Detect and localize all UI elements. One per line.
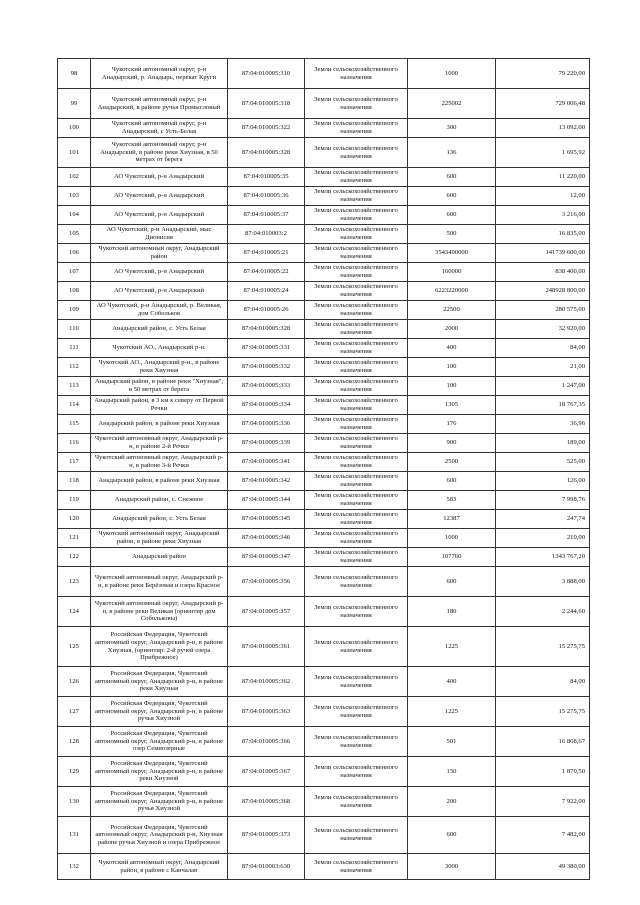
row-number-cell: 130 [58,787,91,817]
cadastral-number-cell: 87:04:010005:37 [228,206,305,225]
area-cell: 400 [408,667,496,697]
cadastral-number-cell: 87:04:010005:26 [228,301,305,320]
area-cell: 176 [408,415,496,434]
land-category-cell: Земли сельскохозяйственного назначения [305,320,408,339]
table-row [58,263,590,282]
row-number-cell: 107 [58,263,91,282]
cadastral-number-cell: 87:04:010005:331 [228,339,305,358]
address-cell: АО Чукотский, р-н Анадырский [91,168,228,187]
cadastral-number-cell: 87:04:010005:332 [228,358,305,377]
row-number-cell: 127 [58,697,91,727]
table-row [58,282,590,301]
area-cell: 501 [408,727,496,757]
row-number-cell: 105 [58,225,91,244]
area-cell: 180 [408,597,496,627]
land-category-cell: Земли сельскохозяйственного назначения [305,667,408,697]
cadastral-number-cell: 87:04:010005:344 [228,491,305,510]
cadastral-number-cell: 87:04:010005:35 [228,168,305,187]
address-cell: Российская Федерация, Чукотский автономный округ, Анадырский р-н, в районе ручья Хиузной [91,787,228,817]
address-cell: Чукотский автономный округ, Анадырский район [91,244,228,263]
area-cell: 1305 [408,396,496,415]
row-number-cell: 120 [58,510,91,529]
row-number-cell: 119 [58,491,91,510]
land-category-cell: Земли сельскохозяйственного назначения [305,59,408,89]
row-number-cell: 116 [58,434,91,453]
table-row [58,510,590,529]
cadastral-value-cell: 79 220,00 [496,59,590,89]
row-number-cell: 132 [58,854,91,880]
cadastral-value-cell: 16 868,67 [496,727,590,757]
cadastral-number-cell: 87:04:010005:24 [228,282,305,301]
row-number-cell: 103 [58,187,91,206]
area-cell: 12387 [408,510,496,529]
table-row [58,597,590,627]
area-cell: 107760 [408,548,496,567]
address-cell: Чукотский автономный округ, Анадырский р-н, в районе реки Великая (ориентир дом Собольковы) [91,597,228,627]
table-row [58,548,590,567]
cadastral-value-cell: 15 275,75 [496,627,590,667]
cadastral-value-cell: 3 888,00 [496,567,590,597]
address-cell: Чукотский автономный округ, р-н Анадырский, с Усть-Белая [91,119,228,138]
cadastral-value-cell: 32 920,00 [496,320,590,339]
cadastral-value-cell: 3 216,00 [496,206,590,225]
area-cell: 600 [408,206,496,225]
row-number-cell: 99 [58,89,91,119]
address-cell: Анадырский район, с. Снежное [91,491,228,510]
area-cell: 100 [408,358,496,377]
address-cell: Чукотский АО., Анадырский р-н. [91,339,228,358]
table-row [58,339,590,358]
cadastral-number-cell: 87:04:010003:630 [228,854,305,880]
cadastral-value-cell: 84,00 [496,339,590,358]
address-cell: АО Чукотский, р-н Анадырский, мыс Дионисия [91,225,228,244]
land-category-cell: Земли сельскохозяйственного назначения [305,282,408,301]
cadastral-value-cell: 1 247,00 [496,377,590,396]
cadastral-value-cell: 2 244,60 [496,597,590,627]
row-number-cell: 111 [58,339,91,358]
land-category-cell: Земли сельскохозяйственного назначения [305,817,408,854]
address-cell: Анадырский район, с. Усть Белая [91,320,228,339]
cadastral-number-cell: 87:04:010005:346 [228,529,305,548]
cadastral-number-cell: 87:04:010005:322 [228,119,305,138]
cadastral-value-cell: 1 870,50 [496,757,590,787]
table-row [58,667,590,697]
cadastral-value-cell: 247,74 [496,510,590,529]
address-cell: Чукотский АО., Анадырский р-н., в районе реки Хиузная [91,358,228,377]
area-cell: 136 [408,138,496,168]
area-cell: 1000 [408,59,496,89]
address-cell: Анадырский район, в 3 км к северу от Первой Речки [91,396,228,415]
land-category-cell: Земли сельскохозяйственного назначения [305,138,408,168]
cadastral-value-cell: 141739 600,00 [496,244,590,263]
area-cell: 100 [408,377,496,396]
cadastral-number-cell: 87:04:010005:339 [228,434,305,453]
address-cell: Анадырский район, в районе реки "Хиузная", в 50 метрах от берега [91,377,228,396]
land-category-cell: Земли сельскохозяйственного назначения [305,453,408,472]
land-category-cell: Земли сельскохозяйственного назначения [305,597,408,627]
land-category-cell: Земли сельскохозяйственного назначения [305,787,408,817]
cadastral-value-cell: 12,00 [496,187,590,206]
area-cell: 500 [408,225,496,244]
area-cell: 200 [408,787,496,817]
address-cell: Российская Федерация, Чукотский автономный округ, Анадырский р-н, в районе Хиузная, (ориентир: 2-й ручей озера Прибрежное) [91,627,228,667]
cadastral-number-cell: 87:04:010005:367 [228,757,305,787]
cadastral-value-cell: 15 275,75 [496,697,590,727]
area-cell: 3543490000 [408,244,496,263]
land-category-cell: Земли сельскохозяйственного назначения [305,415,408,434]
table-row [58,119,590,138]
table-body [58,59,590,880]
row-number-cell: 128 [58,727,91,757]
cadastral-number-cell: 87:04:010005:362 [228,667,305,697]
cadastral-value-cell: 1 695,92 [496,138,590,168]
row-number-cell: 131 [58,817,91,854]
table-row [58,472,590,491]
area-cell: 6223220000 [408,282,496,301]
land-category-cell: Земли сельскохозяйственного назначения [305,529,408,548]
row-number-cell: 126 [58,667,91,697]
cadastral-value-cell: 729 006,48 [496,89,590,119]
address-cell: Чукотский автономный округ, Анадырский район, в районе с Канчалан [91,854,228,880]
cadastral-number-cell: 87:04:010005:342 [228,472,305,491]
row-number-cell: 102 [58,168,91,187]
land-category-cell: Земли сельскохозяйственного назначения [305,727,408,757]
address-cell: Российская Федерация, Чукотский автономный округ, Анадырский р-н, в районе ручья Хиузной [91,697,228,727]
land-category-cell: Земли сельскохозяйственного назначения [305,377,408,396]
land-category-cell: Земли сельскохозяйственного назначения [305,119,408,138]
area-cell: 1000 [408,529,496,548]
row-number-cell: 121 [58,529,91,548]
table-row [58,59,590,89]
cadastral-number-cell: 87:04:010005:36 [228,187,305,206]
area-cell: 600 [408,168,496,187]
table-row [58,301,590,320]
row-number-cell: 124 [58,597,91,627]
cadastral-value-cell: 1343 767,20 [496,548,590,567]
land-category-cell: Земли сельскохозяйственного назначения [305,434,408,453]
table-row [58,697,590,727]
table-row [58,434,590,453]
row-number-cell: 115 [58,415,91,434]
cadastral-number-cell: 87:04:010005:22 [228,263,305,282]
cadastral-number-cell: 87:04:010005:373 [228,817,305,854]
row-number-cell: 125 [58,627,91,667]
area-cell: 2500 [408,453,496,472]
area-cell: 300 [408,119,496,138]
cadastral-number-cell: 87:04:010005:363 [228,697,305,727]
cadastral-value-cell: 7 998,76 [496,491,590,510]
land-category-cell: Земли сельскохозяйственного назначения [305,510,408,529]
cadastral-number-cell: 87:04:010005:361 [228,627,305,667]
row-number-cell: 106 [58,244,91,263]
cadastral-value-cell: 16 835,00 [496,225,590,244]
cadastral-number-cell: 87:04:010005:341 [228,453,305,472]
row-number-cell: 108 [58,282,91,301]
table-row [58,529,590,548]
land-category-cell: Земли сельскохозяйственного назначения [305,697,408,727]
cadastral-value-cell: 84,00 [496,667,590,697]
address-cell: Российская Федерация, Чукотский автономный округ, Анадырский р-н, Хиузная районе ручья Хиузной и озера Прибрежное [91,817,228,854]
cadastral-number-cell: 87:04:010005:347 [228,548,305,567]
address-cell: АО Чукотский, р-н Анадырский [91,263,228,282]
address-cell: Российская Федерация, Чукотский автономный округ, Анадырский р-н, в районе озер Семиозерные [91,727,228,757]
cadastral-value-cell: 189,00 [496,434,590,453]
row-number-cell: 100 [58,119,91,138]
address-cell: Российская Федерация, Чукотский автономный округ, Анадырский р-н, в районе реки Хиузной [91,757,228,787]
cadastral-number-cell: 87:04:010005:366 [228,727,305,757]
cadastral-value-cell: 525,00 [496,453,590,472]
cadastral-value-cell: 21,00 [496,358,590,377]
table-row [58,320,590,339]
cadastral-number-cell: 87:04:010005:357 [228,597,305,627]
area-cell: 583 [408,491,496,510]
cadastral-value-cell: 210,00 [496,529,590,548]
table-row [58,567,590,597]
area-cell: 400 [408,339,496,358]
cadastral-value-cell: 49 380,00 [496,854,590,880]
row-number-cell: 101 [58,138,91,168]
address-cell: Анадырский район, с. Усть Белая [91,510,228,529]
cadastral-value-cell: 7 482,00 [496,817,590,854]
address-cell: Чукотский автономный округ, р-н Анадырский, в районе реки Хиузная, в 50 метрах от берега [91,138,228,168]
cadastral-number-cell: 87:04:010005:334 [228,396,305,415]
address-cell: Чукотский автономный округ, р-н Анадырский, в районе ручья Промысловый [91,89,228,119]
cadastral-number-cell: 87:04:010005:336 [228,415,305,434]
row-number-cell: 118 [58,472,91,491]
land-category-cell: Земли сельскохозяйственного назначения [305,244,408,263]
area-cell: 2000 [408,320,496,339]
land-category-cell: Земли сельскохозяйственного назначения [305,472,408,491]
table-row [58,415,590,434]
cadastral-number-cell: 87:04:010005:21 [228,244,305,263]
row-number-cell: 112 [58,358,91,377]
cadastral-number-cell: 87:04:010005:328 [228,320,305,339]
cadastral-number-cell: 87:04:010005:356 [228,567,305,597]
land-category-cell: Земли сельскохозяйственного назначения [305,396,408,415]
land-category-cell: Земли сельскохозяйственного назначения [305,89,408,119]
area-cell: 160000 [408,263,496,282]
area-cell: 600 [408,567,496,597]
area-cell: 150 [408,757,496,787]
row-number-cell: 109 [58,301,91,320]
row-number-cell: 113 [58,377,91,396]
row-number-cell: 104 [58,206,91,225]
cadastral-value-cell: 280 575,00 [496,301,590,320]
table-row [58,757,590,787]
cadastral-value-cell: 11 220,00 [496,168,590,187]
table-row [58,787,590,817]
address-cell: Анадырский район [91,548,228,567]
land-category-cell: Земли сельскохозяйственного назначения [305,206,408,225]
table-row [58,854,590,880]
address-cell: Чукотский автономный округ, Анадырский р-н, в районе 3-й Речки [91,453,228,472]
row-number-cell: 129 [58,757,91,787]
cadastral-number-cell: 87:04:010005:310 [228,59,305,89]
row-number-cell: 122 [58,548,91,567]
address-cell: АО Чукотский, р-н Анадырский [91,282,228,301]
row-number-cell: 114 [58,396,91,415]
table-row [58,358,590,377]
land-category-cell: Земли сельскохозяйственного назначения [305,854,408,880]
cadastral-number-cell: 87:04:010003:2 [228,225,305,244]
land-category-cell: Земли сельскохозяйственного назначения [305,567,408,597]
address-cell: АО Чукотский, р-н Анадырский [91,206,228,225]
cadastral-number-cell: 87:04:010005:345 [228,510,305,529]
address-cell: Российская Федерация, Чукотский автономный округ, Анадырский р-н, в районе реки Хиузная [91,667,228,697]
table-row [58,491,590,510]
address-cell: Чукотский автономный округ, Анадырский р-н, в районе 2-й Речки [91,434,228,453]
table-row [58,168,590,187]
area-cell: 600 [408,187,496,206]
address-cell: АО Чукотский, р-н Анадырский, р. Великая, дом Собольков [91,301,228,320]
area-cell: 225002 [408,89,496,119]
address-cell: Чукотский автономный округ, р-н Анадырский, р. Анадырь, перекат Круги [91,59,228,89]
table-row [58,727,590,757]
land-category-cell: Земли сельскохозяйственного назначения [305,263,408,282]
land-category-cell: Земли сельскохозяйственного назначения [305,168,408,187]
cadastral-value-cell: 126,00 [496,472,590,491]
table-row [58,627,590,667]
table-row [58,396,590,415]
table-row [58,817,590,854]
land-plots-table [57,58,590,880]
area-cell: 600 [408,817,496,854]
land-category-cell: Земли сельскохозяйственного назначения [305,358,408,377]
address-cell: Анадырский район, в районе реки Хиузная [91,415,228,434]
address-cell: АО Чукотский, р-н Анадырский [91,187,228,206]
land-category-cell: Земли сельскохозяйственного назначения [305,339,408,358]
cadastral-value-cell: 36,96 [496,415,590,434]
table-row [58,187,590,206]
table-row [58,453,590,472]
area-cell: 1225 [408,697,496,727]
table-row [58,225,590,244]
area-cell: 1225 [408,627,496,667]
cadastral-number-cell: 87:04:010005:318 [228,89,305,119]
land-category-cell: Земли сельскохозяйственного назначения [305,757,408,787]
land-category-cell: Земли сельскохозяйственного назначения [305,548,408,567]
cadastral-number-cell: 87:04:010005:333 [228,377,305,396]
land-category-cell: Земли сельскохозяйственного назначения [305,491,408,510]
cadastral-number-cell: 87:04:010005:328 [228,138,305,168]
address-cell: Чукотский автономный округ, Анадырский район, в районе реки Хиузная [91,529,228,548]
table-row [58,377,590,396]
area-cell: 900 [408,434,496,453]
area-cell: 22500 [408,301,496,320]
area-cell: 600 [408,472,496,491]
row-number-cell: 117 [58,453,91,472]
cadastral-value-cell: 18 767,35 [496,396,590,415]
table-row [58,138,590,168]
table-row [58,89,590,119]
cadastral-value-cell: 838 400,00 [496,263,590,282]
land-category-cell: Земли сельскохозяйственного назначения [305,301,408,320]
address-cell: Чукотский автономный округ, Анадырский р-н, в районе реки Берёзовая и озера Красное [91,567,228,597]
area-cell: 3000 [408,854,496,880]
table-row [58,244,590,263]
cadastral-value-cell: 248928 800,00 [496,282,590,301]
cadastral-value-cell: 7 922,00 [496,787,590,817]
address-cell: Анадырский район, в районе реки Хиузная [91,472,228,491]
land-category-cell: Земли сельскохозяйственного назначения [305,627,408,667]
cadastral-value-cell: 13 092,00 [496,119,590,138]
row-number-cell: 110 [58,320,91,339]
land-category-cell: Земли сельскохозяйственного назначения [305,187,408,206]
row-number-cell: 123 [58,567,91,597]
row-number-cell: 98 [58,59,91,89]
cadastral-number-cell: 87:04:010005:368 [228,787,305,817]
table-row [58,206,590,225]
land-category-cell: Земли сельскохозяйственного назначения [305,225,408,244]
